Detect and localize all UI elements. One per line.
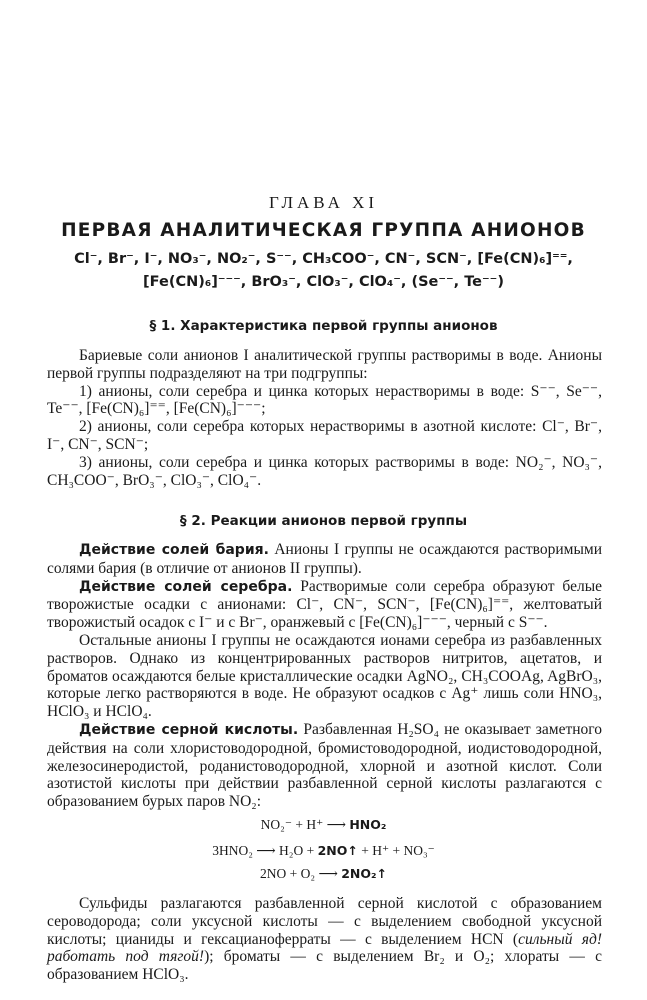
- equation-1: [0, 817, 647, 833]
- sulfide-section: [47, 895, 602, 984]
- section-2-body: [47, 541, 602, 811]
- sulfuric-text: Разбавленная H₂SO₄ не оказывает заметного действия на соли хлористоводородной, бромистоводородной, иодистоводородной, железосинеродистой, роданистоводородной, хлорной и азотной кислот. Соли азотистой кислоты при действии разбавленной серной кислоты разлагаются с образованием бурых паров NO₂:: [47, 720, 603, 811]
- section-2-heading: § 2. Реакции анионов первой группы: [179, 513, 468, 529]
- equation-2: [0, 843, 647, 859]
- silver-text: Растворимые соли серебра образуют белые творожистые осадки с анионами: Cl⁻, CN⁻, SCN⁻, [Fe(CN)₆]⁼⁼, желтоватый творожистый осадок с I⁻ и с Br⁻, оранжевый с [Fe(CN)₆]⁻⁻⁻, черный с S⁻⁻.: [47, 577, 602, 632]
- sulfuric-paragraph: [47, 721, 602, 811]
- other-anions-paragraph: Остальные анионы I группы не осаждаются ионами серебра из разбавленных растворов. Однако из концентрированных растворов нитритов, ацетатов, и броматов осаждаются белые кристаллические осадки AgNO₂, CH₃COOAg, AgBrO₃, которые легко растворяются в воде. Не образуют осадков с Ag⁺ лишь соли HNO₃, HClO₃ и HClO₄.: [47, 631, 602, 721]
- subgroup-item-2: 2) анионы, соли серебра которых нерастворимы в азотной кислоте: Cl⁻, Br⁻, I⁻, CN⁻, SCN⁻;: [47, 418, 602, 453]
- equation-2-lhs: 3HNO₂ ⟶ H₂O +: [212, 843, 318, 858]
- chapter-title: ПЕРВАЯ АНАЛИТИЧЕСКАЯ ГРУППА АНИОНОВ: [61, 220, 586, 241]
- subgroup-item-3: 3) анионы, соли серебра и цинка которых растворимы в воде: NO₂⁻, NO₃⁻, CH₃COO⁻, BrO₃⁻, ClO₃⁻, ClO₄⁻.: [47, 453, 602, 489]
- barium-title: Действие солей бария.: [79, 542, 269, 558]
- chapter-label: ГЛАВА XI: [268, 193, 379, 212]
- barium-text: Анионы I группы не осаждаются растворимыми солями бария (в отличие от анионов II группы).: [47, 541, 602, 577]
- equation-3: [0, 866, 647, 882]
- silver-title: Действие солей серебра.: [79, 578, 293, 595]
- equation-3-product: 2NO₂↑: [341, 866, 387, 881]
- subgroup-item-1: 1) анионы, соли серебра и цинка которых нерастворимы в воде: S⁻⁻, Se⁻⁻, Te⁻⁻, [Fe(CN)₆]⁼⁼, [Fe(CN)₆]⁻⁻⁻;: [47, 382, 602, 418]
- anion-list-line-2: [Fe(CN)₆]⁻⁻⁻, BrO₃⁻, ClO₃⁻, ClO₄⁻, (Se⁻⁻, Te⁻⁻): [143, 274, 504, 290]
- equation-1-product: HNO₂: [349, 817, 387, 832]
- equation-2-product: 2NO↑: [317, 843, 358, 858]
- section-1-paragraph: Бариевые соли анионов I аналитической группы растворимы в воде. Анионы первой группы подразделяют на три подгруппы:: [47, 347, 602, 382]
- equation-3-lhs: 2NO + O₂ ⟶: [260, 866, 342, 881]
- sulfide-text-2: ); броматы — с выделением Br₂ и O₂; хлораты — с образованием HClO₃.: [47, 948, 602, 984]
- sulfuric-title: Действие серной кислоты.: [79, 721, 299, 738]
- sulfide-paragraph: [47, 895, 602, 984]
- sulfide-text-1: Сульфиды разлагаются разбавленной серной кислотой с образованием сероводорода; соли уксусной кислоты — с выделением свободной уксусной кислоты; цианиды и гексацианоферраты — с выделением HCN (: [47, 895, 602, 948]
- equation-1-lhs: NO₂⁻ + H⁺ ⟶: [260, 817, 350, 832]
- safety-warning: сильный яд! работать под тягой!: [47, 930, 602, 966]
- silver-paragraph: [47, 578, 602, 632]
- section-1-body: [47, 347, 602, 489]
- equation-2-rest: + H⁺ + NO₃⁻: [357, 843, 435, 858]
- section-1-heading: § 1. Характеристика первой группы анионов: [149, 318, 498, 334]
- anion-list-line-1: Cl⁻, Br⁻, I⁻, NO₃⁻, NO₂⁻, S⁻⁻, CH₃COO⁻, CN⁻, SCN⁻, [Fe(CN)₆]⁼⁼,: [74, 251, 573, 267]
- barium-paragraph: [47, 541, 602, 578]
